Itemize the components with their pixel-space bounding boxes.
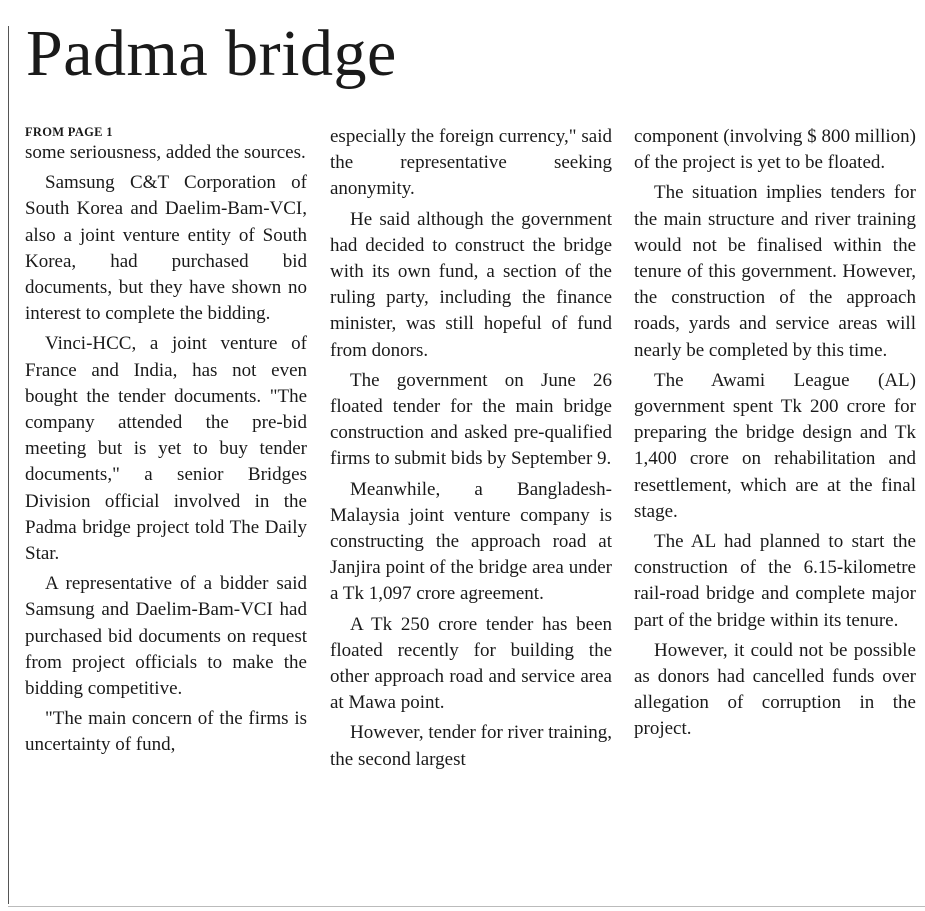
paragraph: Samsung C&T Corporation of South Korea and Daelim-Bam-VCI, also a joint venture entity of South Korea, had purchased bid documents, but they have shown no interest to complete the bidding. xyxy=(25,172,307,325)
paragraph: The AL had planned to start the construction of the 6.15-kilometre rail-road bridge and complete major part of the bridge within its tenure. xyxy=(634,531,916,631)
continuation-kicker: FROM PAGE 1 xyxy=(25,125,113,139)
paragraph: A representative of a bidder said Samsung and Daelim-Bam-VCI had purchased bid documents on request from project officials to make the bidding competitive. xyxy=(25,573,307,700)
paragraph: The Awami League (AL) government spent Tk 200 crore for preparing the bridge design and Tk 1,400 crore on rehabilitation and resettlement, which are at the final stage. xyxy=(634,369,916,522)
paragraph: Meanwhile, a Bangladesh-Malaysia joint venture company is constructing the approach road at Janjira point of the bridge area under a Tk 1,097 crore agreement. xyxy=(330,478,612,605)
bottom-rule xyxy=(8,906,925,907)
article-column-3 xyxy=(634,124,916,743)
paragraph: some seriousness, added the sources. xyxy=(25,142,306,163)
paragraph: "The main concern of the firms is uncertainty of fund, xyxy=(25,708,307,756)
left-column-rule xyxy=(8,26,9,904)
paragraph: The situation implies tenders for the main structure and river training would not be finalised within the tenure of this government. However, the construction of the approach roads, yards and service areas will nearly be completed by this time. xyxy=(634,182,916,361)
article-column-2 xyxy=(330,124,612,773)
article-column-1 xyxy=(25,124,307,759)
paragraph: Vinci-HCC, a joint venture of France and India, has not even bought the tender documents. "The company attended the pre-bid meeting but is yet to buy tender documents," a senior Bridges Division official involved in the Padma bridge project told The Daily Star. xyxy=(25,333,307,565)
paragraph: However, it could not be possible as donors had cancelled funds over allegation of corruption in the project. xyxy=(634,639,916,740)
headline: Padma bridge xyxy=(26,17,397,90)
paragraph: However, tender for river training, the second largest xyxy=(330,722,612,770)
paragraph: component (involving $ 800 million) of the project is yet to be floated. xyxy=(634,126,916,174)
paragraph: especially the foreign currency," said the representative seeking anonymity. xyxy=(330,126,612,200)
paragraph: A Tk 250 crore tender has been floated recently for building the other approach road and service area at Mawa point. xyxy=(330,613,612,714)
paragraph: The government on June 26 floated tender for the main bridge construction and asked pre-qualified firms to submit bids by September 9. xyxy=(330,369,612,470)
paragraph: He said although the government had decided to construct the bridge with its own fund, a section of the ruling party, including the finance minister, was still hopeful of fund from donors. xyxy=(330,208,612,361)
